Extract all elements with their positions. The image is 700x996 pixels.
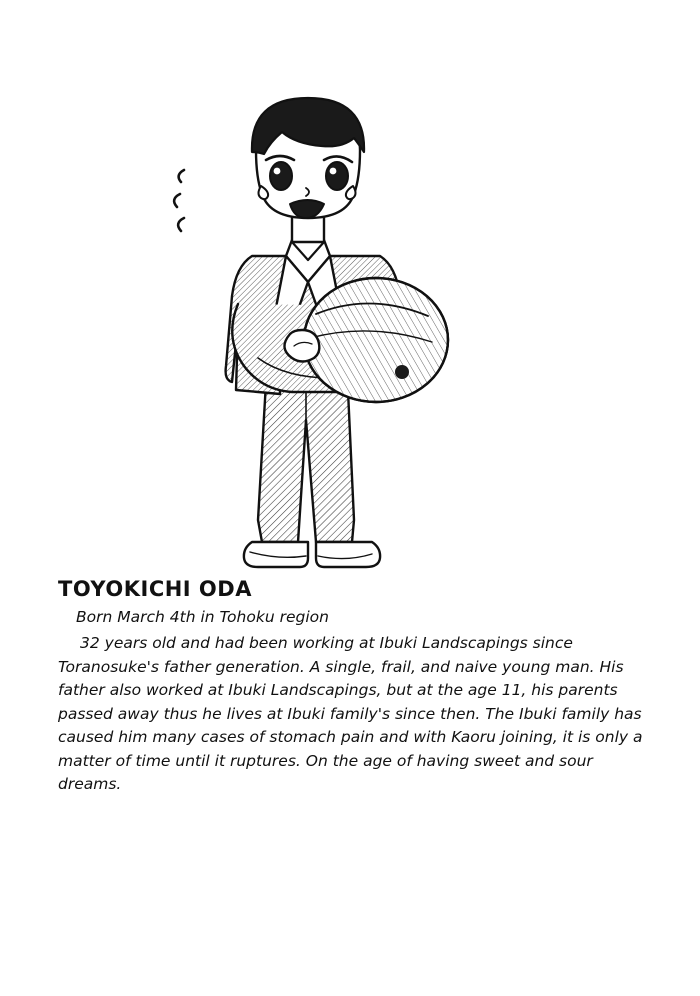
birth-info: Born March 4th in Tohoku region	[76, 608, 329, 627]
character-illustration	[0, 90, 700, 580]
character-profile	[58, 578, 658, 797]
agitation-marks	[174, 170, 184, 231]
character-bio: 32 years old and had been working at Ibuki Landscapings since Toranosuke's father generation. A single, frail, and naive young man. His father also worked at Ibuki Landscapings, but at the age 11, his parents passed away thus he lives at Ibuki family's since then. The Ibuki family has caused him many cases of stomach pain and with Kaoru joining, it is only a matter of time until it ruptures. On the age of having sweet and sour dreams.	[58, 634, 643, 794]
straw-hat	[304, 278, 448, 402]
page-title: TOYOKICHI ODA	[58, 577, 252, 601]
